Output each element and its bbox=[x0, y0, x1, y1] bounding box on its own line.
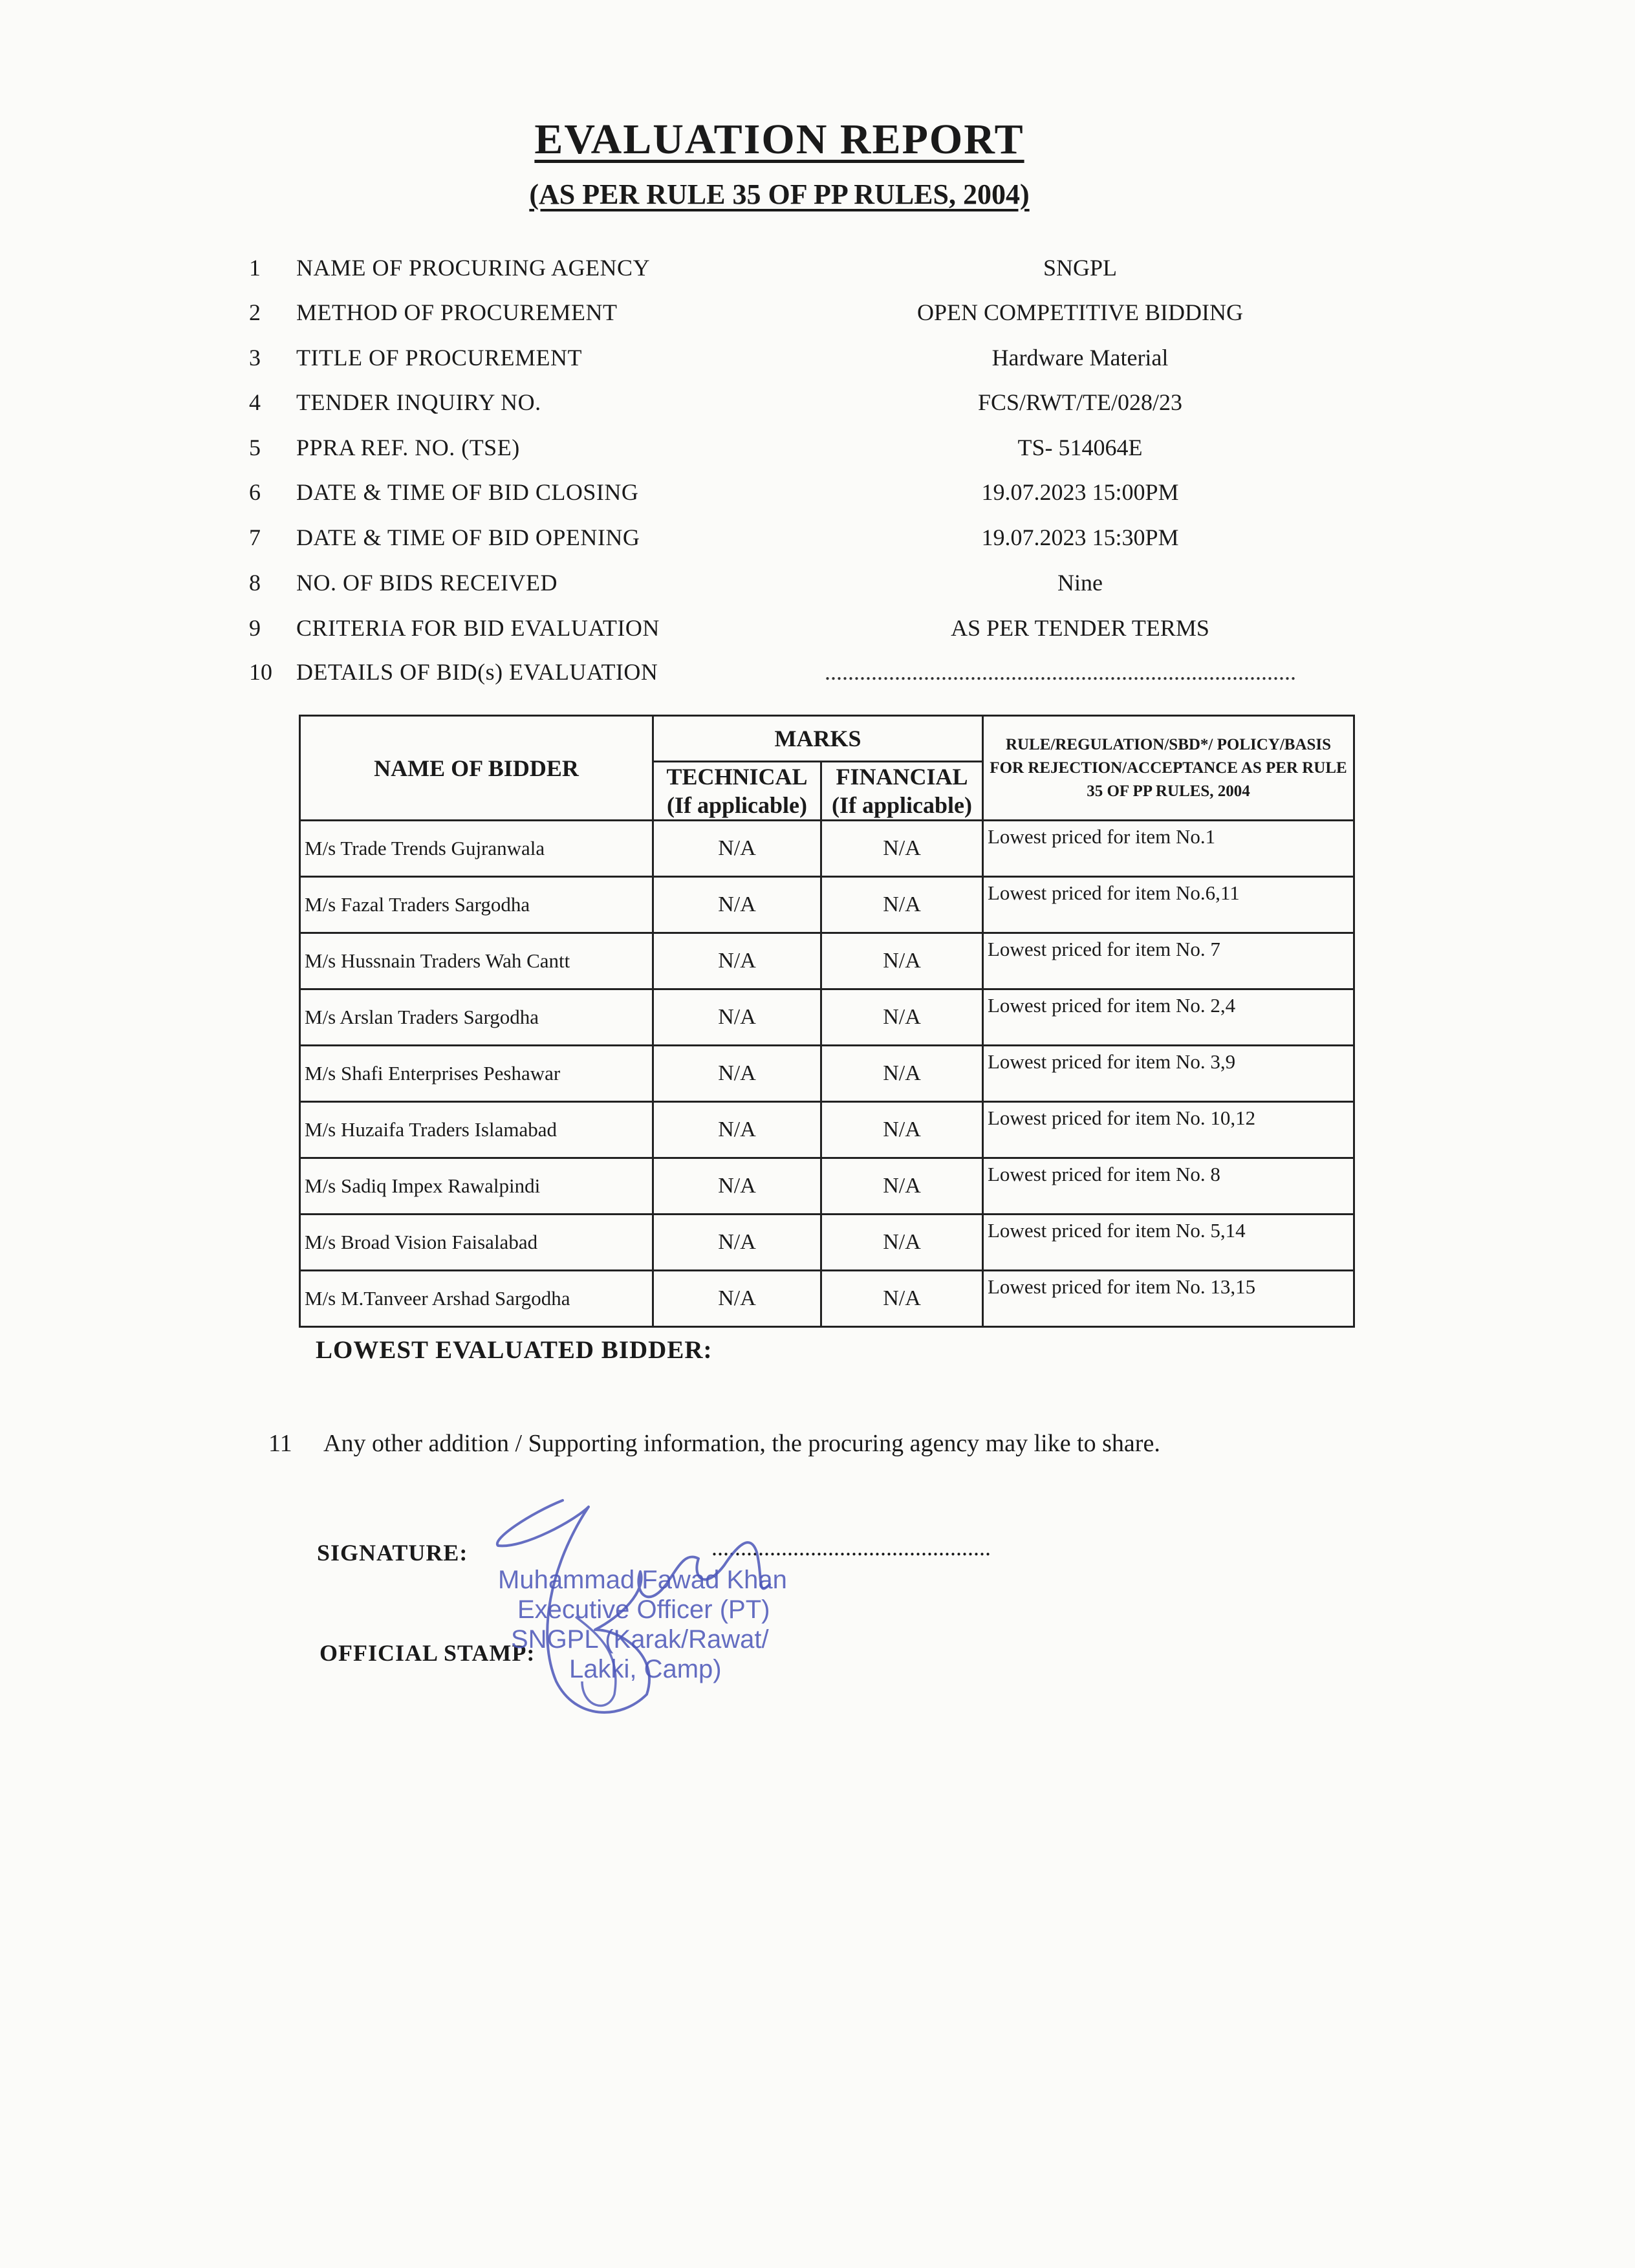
evaluation-basis: Lowest priced for item No.1 bbox=[983, 821, 1354, 877]
evaluation-basis: Lowest priced for item No. 3,9 bbox=[983, 1046, 1354, 1102]
evaluation-basis: Lowest priced for item No. 2,4 bbox=[983, 989, 1354, 1046]
info-label: DATE & TIME OF BID OPENING bbox=[296, 524, 640, 550]
info-value: FCS/RWT/TE/028/23 bbox=[977, 389, 1183, 415]
financial-marks: N/A bbox=[821, 821, 983, 877]
report-subtitle: (AS PER RULE 35 OF PP RULES, 2004) bbox=[529, 178, 1030, 210]
table-row bbox=[300, 1215, 1354, 1271]
info-value: SNGPL bbox=[1043, 255, 1118, 281]
info-label: DATE & TIME OF BID CLOSING bbox=[296, 479, 639, 505]
evaluation-basis: Lowest priced for item No. 13,15 bbox=[983, 1271, 1354, 1327]
col-header-marks: MARKS bbox=[653, 716, 983, 762]
table-row bbox=[300, 1046, 1354, 1102]
evaluation-report-page: EVALUATION REPORT (AS PER RULE 35 OF PP RULES, 2004) 1 NAME OF PROCURING AGENCY SNGPL 2 METHOD OF PROCUREMENT OPEN COMPETITIVE BIDDING 3 TITLE OF PROCUREMENT Hardware Material 4 TENDER INQUIRY NO. FCS/RWT/TE/028/23 5 PPRA REF. NO. (TSE) TS- 514064E 6 DATE & TIME OF BID CLOSING 19.07.2023 15:00PM 7 DATE & TIME OF BID OPENING 19.07.2023 15:30PM 8 NO. OF BIDS RECEIVED Nine 9 CRITERIA FOR BID EVALUATION AS PER TENDER TERMS 10 DETAILS OF BID(s) EVALUATION ................................................................................. NAME OF BIDDER MARKS RULE/REGULATION/SBD*/ POLICY/BASIS FOR REJECTION/ACCEPTANCE AS PER RULE 35 OF PP RULES, 2004 TECHNICAL (If applicable) FINANCIAL (If applicable) M/s Trade Trends Gujranwala N/A N/A Lowest priced for item No.1 M/s Fazal Traders Sargodha N/A N/A Lowest priced for item No.6,11 M/s Hussnain Traders Wah Cantt N/A N/A Lowest priced for item No. 7 M/s Arslan Traders Sargodha N/A N/A Lowest priced for item No. 2,4 M/s Shafi Enterprises Peshawar N/A N/A Lowest priced for item No. 3,9 M/s Huzaifa Traders Islamabad N/A N/A Lowest priced for item No. 10,12 M/s Sadiq Impex Rawalpindi N/A N/A Lowest priced for item No. 8 M/s Broad Vision Faisalabad N/A N/A Lowest priced for item No. 5,14 M/s M.Tanveer Arshad Sargodha N/A N/A Lowest priced for item No. 13,15 LOWEST EVALUATED BIDDER: 11 Any other addition / Supporting information, the procuring agency may like to share. SIGNATURE: ................................................ OFFICIAL STAMP: Muhammad Fawad Khan Executive Officer (PT) SNGPL (Karak/Rawat/ Lakki, Camp) bbox=[0, 0, 1635, 2268]
info-row-title: 3 TITLE OF PROCUREMENT Hardware Material bbox=[0, 344, 1635, 383]
table-row bbox=[300, 1102, 1354, 1158]
col-header-bidder: NAME OF BIDDER bbox=[300, 716, 653, 821]
signature-line: ................................................ bbox=[711, 1535, 991, 1561]
handwritten-signature bbox=[453, 1487, 815, 1733]
technical-marks: N/A bbox=[653, 1271, 821, 1327]
bidder-name: M/s Fazal Traders Sargodha bbox=[300, 877, 653, 933]
financial-marks: N/A bbox=[821, 1271, 983, 1327]
financial-marks: N/A bbox=[821, 989, 983, 1046]
info-value: AS PER TENDER TERMS bbox=[951, 615, 1209, 641]
bidder-name: M/s Arslan Traders Sargodha bbox=[300, 989, 653, 1046]
info-label: METHOD OF PROCUREMENT bbox=[296, 299, 618, 325]
technical-marks: N/A bbox=[653, 1158, 821, 1215]
col-header-rule: RULE/REGULATION/SBD*/ POLICY/BASIS FOR REJECTION/ACCEPTANCE AS PER RULE 35 OF PP RULES, 2004 bbox=[983, 716, 1354, 821]
evaluation-basis: Lowest priced for item No. 7 bbox=[983, 933, 1354, 989]
financial-marks: N/A bbox=[821, 1102, 983, 1158]
info-label: DETAILS OF BID(s) EVALUATION bbox=[296, 659, 658, 685]
evaluation-basis: Lowest priced for item No.6,11 bbox=[983, 877, 1354, 933]
bid-evaluation-table bbox=[299, 715, 1355, 1328]
official-stamp-label: OFFICIAL STAMP: bbox=[319, 1640, 536, 1666]
financial-marks: N/A bbox=[821, 1215, 983, 1271]
info-row-criteria: 9 CRITERIA FOR BID EVALUATION AS PER TENDER TERMS bbox=[0, 614, 1635, 653]
financial-marks: N/A bbox=[821, 1158, 983, 1215]
report-title: EVALUATION REPORT bbox=[534, 116, 1024, 163]
evaluation-basis: Lowest priced for item No. 5,14 bbox=[983, 1215, 1354, 1271]
technical-marks: N/A bbox=[653, 821, 821, 877]
technical-marks: N/A bbox=[653, 989, 821, 1046]
info-dotted-line: ................................................................................. bbox=[825, 659, 1296, 685]
info-row-method: 2 METHOD OF PROCUREMENT OPEN COMPETITIVE BIDDING bbox=[0, 299, 1635, 338]
bidder-name: M/s Broad Vision Faisalabad bbox=[300, 1215, 653, 1271]
info-label: NO. OF BIDS RECEIVED bbox=[296, 570, 558, 596]
info-row-ppra-ref: 5 PPRA REF. NO. (TSE) TS- 514064E bbox=[0, 434, 1635, 473]
info-label: TENDER INQUIRY NO. bbox=[296, 389, 541, 415]
info-row-details: 10 DETAILS OF BID(s) EVALUATION ................................................................................. bbox=[0, 658, 1635, 697]
info-label: CRITERIA FOR BID EVALUATION bbox=[296, 615, 660, 641]
technical-marks: N/A bbox=[653, 877, 821, 933]
bidder-name: M/s Sadiq Impex Rawalpindi bbox=[300, 1158, 653, 1215]
table-row bbox=[300, 933, 1354, 989]
info-value: OPEN COMPETITIVE BIDDING bbox=[917, 299, 1243, 325]
financial-marks: N/A bbox=[821, 1046, 983, 1102]
info-value: TS- 514064E bbox=[1017, 435, 1143, 460]
signature-label: SIGNATURE: bbox=[317, 1540, 468, 1566]
table-row bbox=[300, 989, 1354, 1046]
table-row bbox=[300, 1271, 1354, 1327]
info-row-bid-closing: 6 DATE & TIME OF BID CLOSING 19.07.2023 15:00PM bbox=[0, 479, 1635, 517]
info-row-agency: 1 NAME OF PROCURING AGENCY SNGPL bbox=[0, 254, 1635, 293]
financial-marks: N/A bbox=[821, 933, 983, 989]
info-row-bid-opening: 7 DATE & TIME OF BID OPENING 19.07.2023 15:30PM bbox=[0, 524, 1635, 563]
lowest-evaluated-bidder-label: LOWEST EVALUATED BIDDER: bbox=[316, 1336, 713, 1364]
info-value: 19.07.2023 15:00PM bbox=[981, 479, 1179, 505]
financial-marks: N/A bbox=[821, 877, 983, 933]
info-value: Nine bbox=[1057, 570, 1103, 596]
technical-marks: N/A bbox=[653, 933, 821, 989]
table-row bbox=[300, 821, 1354, 877]
official-stamp: Muhammad Fawad Khan Executive Officer (PT) SNGPL (Karak/Rawat/ Lakki, Camp) bbox=[498, 1566, 787, 1683]
table-row bbox=[300, 877, 1354, 933]
info-value: Hardware Material bbox=[991, 345, 1169, 371]
technical-marks: N/A bbox=[653, 1102, 821, 1158]
bidder-name: M/s Hussnain Traders Wah Cantt bbox=[300, 933, 653, 989]
info-label: TITLE OF PROCUREMENT bbox=[296, 345, 582, 371]
bidder-name: M/s Shafi Enterprises Peshawar bbox=[300, 1046, 653, 1102]
bidder-name: M/s Trade Trends Gujranwala bbox=[300, 821, 653, 877]
info-label: NAME OF PROCURING AGENCY bbox=[296, 255, 651, 281]
table-row bbox=[300, 1158, 1354, 1215]
bidder-name: M/s M.Tanveer Arshad Sargodha bbox=[300, 1271, 653, 1327]
info-row-tender-no: 4 TENDER INQUIRY NO. FCS/RWT/TE/028/23 bbox=[0, 389, 1635, 427]
bidder-name: M/s Huzaifa Traders Islamabad bbox=[300, 1102, 653, 1158]
evaluation-basis: Lowest priced for item No. 8 bbox=[983, 1158, 1354, 1215]
technical-marks: N/A bbox=[653, 1215, 821, 1271]
info-row-bids-received: 8 NO. OF BIDS RECEIVED Nine bbox=[0, 569, 1635, 608]
col-header-financial: FINANCIAL (If applicable) bbox=[821, 762, 983, 821]
info-value: 19.07.2023 15:30PM bbox=[981, 524, 1179, 550]
col-header-technical: TECHNICAL (If applicable) bbox=[653, 762, 821, 821]
info-label: PPRA REF. NO. (TSE) bbox=[296, 435, 520, 460]
technical-marks: N/A bbox=[653, 1046, 821, 1102]
evaluation-basis: Lowest priced for item No. 10,12 bbox=[983, 1102, 1354, 1158]
